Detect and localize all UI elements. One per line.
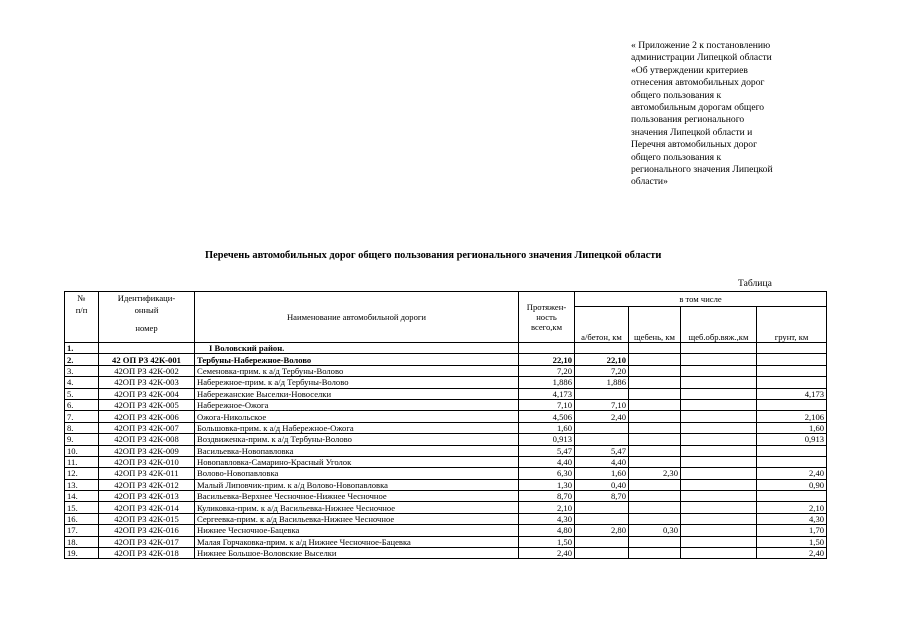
row-asphalt: 22,10 <box>575 354 629 365</box>
row-gravel <box>629 377 681 388</box>
row-asphalt <box>575 513 629 524</box>
row-identifier: 42ОП РЗ 42К-006 <box>99 411 195 422</box>
row-number: 9. <box>65 434 99 445</box>
row-gravel <box>629 422 681 433</box>
row-length: 1,30 <box>519 479 575 490</box>
row-treated-gravel <box>681 513 757 524</box>
table-row <box>65 377 827 388</box>
header-including: в том числе <box>575 292 827 307</box>
row-asphalt: 7,20 <box>575 365 629 376</box>
row-dirt <box>757 343 827 354</box>
table-row <box>65 365 827 376</box>
appendix-line: « Приложение 2 к постановлению <box>631 40 771 51</box>
row-length: 0,913 <box>519 434 575 445</box>
table-row <box>65 525 827 536</box>
table-row <box>65 388 827 399</box>
header-number <box>65 292 99 343</box>
row-dirt <box>757 456 827 467</box>
row-treated-gravel <box>681 525 757 536</box>
row-treated-gravel <box>681 354 757 365</box>
row-treated-gravel <box>681 422 757 433</box>
row-dirt <box>757 354 827 365</box>
appendix-line: регионального значения Липецкой <box>631 164 773 176</box>
appendix-line: общего пользования к <box>631 151 722 163</box>
row-dirt: 2,106 <box>757 411 827 422</box>
row-number: 11. <box>65 456 99 467</box>
row-dirt: 0,913 <box>757 434 827 445</box>
row-asphalt: 2,40 <box>575 411 629 422</box>
row-number: 12. <box>65 468 99 479</box>
row-dirt: 0,90 <box>757 479 827 490</box>
row-gravel: 2,30 <box>629 468 681 479</box>
table-row <box>65 445 827 456</box>
row-treated-gravel <box>681 445 757 456</box>
header-treated-gravel: щеб.обр.вяж.,км <box>681 307 757 343</box>
row-asphalt: 5,47 <box>575 445 629 456</box>
row-treated-gravel <box>681 456 757 467</box>
row-asphalt: 1,886 <box>575 377 629 388</box>
row-gravel <box>629 479 681 490</box>
header-length-line: ность <box>536 312 557 322</box>
table-row <box>65 548 827 559</box>
row-asphalt: 0,40 <box>575 479 629 490</box>
row-dirt: 1,60 <box>757 422 827 433</box>
row-road-name: Воздвиженка-прим. к а/д Тербуны-Волово <box>195 434 519 445</box>
row-road-name: Васильевка-Новопавловка <box>195 445 519 456</box>
row-identifier: 42ОП РЗ 42К-003 <box>99 377 195 388</box>
row-dirt <box>757 377 827 388</box>
row-gravel <box>629 456 681 467</box>
appendix-line: общего пользования к <box>631 89 722 101</box>
row-asphalt: 1,60 <box>575 468 629 479</box>
row-gravel <box>629 354 681 365</box>
appendix-note <box>631 40 831 189</box>
row-number: 7. <box>65 411 99 422</box>
row-gravel <box>629 434 681 445</box>
roads-table <box>64 291 827 559</box>
row-dirt: 2,40 <box>757 548 827 559</box>
row-identifier: 42ОП РЗ 42К-011 <box>99 468 195 479</box>
row-number: 17. <box>65 525 99 536</box>
row-road-name: Тербуны-Набережное-Волово <box>195 354 519 365</box>
row-road-name: Малый Липовчик-прим. к а/д Волово-Новопавловка <box>195 479 519 490</box>
row-identifier <box>99 343 195 354</box>
row-gravel <box>629 445 681 456</box>
appendix-line: администрации Липецкой области <box>631 52 772 64</box>
row-asphalt <box>575 536 629 547</box>
row-length: 4,173 <box>519 388 575 399</box>
row-road-name: Сергеевка-прим. к а/д Васильевка-Нижнее Чесночное <box>195 513 519 524</box>
row-treated-gravel <box>681 502 757 513</box>
row-length: 4,30 <box>519 513 575 524</box>
row-road-name: Набережное-прим. к а/д Тербуны-Волово <box>195 377 519 388</box>
row-length: 7,10 <box>519 399 575 410</box>
row-dirt: 4,173 <box>757 388 827 399</box>
row-number: 18. <box>65 536 99 547</box>
table-row <box>65 536 827 547</box>
row-road-name: Большовка-прим. к а/д Набережное-Ожога <box>195 422 519 433</box>
row-road-name: Нижнее Чесночное-Бацевка <box>195 525 519 536</box>
row-identifier: 42ОП РЗ 42К-018 <box>99 548 195 559</box>
table-label: Таблица <box>738 278 772 289</box>
row-dirt: 2,10 <box>757 502 827 513</box>
row-road-name: Набережанские Выселки-Новоселки <box>195 388 519 399</box>
table-row <box>65 411 827 422</box>
row-treated-gravel <box>681 388 757 399</box>
appendix-line: «Об утверждении критериев <box>631 64 748 76</box>
row-road-name: Малая Горчаковка-прим. к а/д Нижнее Чесночное-Бацевка <box>195 536 519 547</box>
row-number: 1. <box>65 343 99 354</box>
row-treated-gravel <box>681 468 757 479</box>
row-treated-gravel <box>681 411 757 422</box>
row-identifier: 42ОП РЗ 42К-012 <box>99 479 195 490</box>
row-number: 14. <box>65 491 99 502</box>
row-length: 4,80 <box>519 525 575 536</box>
row-length: 2,10 <box>519 502 575 513</box>
row-treated-gravel <box>681 377 757 388</box>
row-treated-gravel <box>681 365 757 376</box>
row-dirt <box>757 445 827 456</box>
header-identifier-line: онный <box>134 305 159 315</box>
row-asphalt: 7,10 <box>575 399 629 410</box>
row-length <box>519 343 575 354</box>
row-gravel <box>629 536 681 547</box>
header-number-line: п/п <box>75 305 88 315</box>
row-identifier: 42ОП РЗ 42К-009 <box>99 445 195 456</box>
row-length: 4,40 <box>519 456 575 467</box>
row-identifier: 42ОП РЗ 42К-008 <box>99 434 195 445</box>
row-identifier: 42ОП РЗ 42К-014 <box>99 502 195 513</box>
row-number: 10. <box>65 445 99 456</box>
row-gravel <box>629 388 681 399</box>
row-asphalt <box>575 548 629 559</box>
row-gravel <box>629 411 681 422</box>
row-identifier: 42ОП РЗ 42К-017 <box>99 536 195 547</box>
row-asphalt: 2,80 <box>575 525 629 536</box>
appendix-line: значения Липецкой области и <box>631 126 753 138</box>
table-row <box>65 422 827 433</box>
header-length-line: Протяжен- <box>526 302 567 312</box>
row-gravel <box>629 513 681 524</box>
row-number: 6. <box>65 399 99 410</box>
row-road-name: Новопавловка-Самарино-Красный Уголок <box>195 456 519 467</box>
row-identifier: 42ОП РЗ 42К-005 <box>99 399 195 410</box>
row-identifier: 42ОП РЗ 42К-010 <box>99 456 195 467</box>
row-treated-gravel <box>681 536 757 547</box>
header-identifier-line: Идентификаци- <box>117 293 176 303</box>
table-row <box>65 513 827 524</box>
row-gravel <box>629 548 681 559</box>
table-row <box>65 479 827 490</box>
row-number: 8. <box>65 422 99 433</box>
header-dirt: грунт, км <box>757 307 827 343</box>
table-row <box>65 491 827 502</box>
row-gravel <box>629 343 681 354</box>
row-treated-gravel <box>681 343 757 354</box>
row-road-name: I Воловский район. <box>195 343 519 354</box>
table-row <box>65 434 827 445</box>
appendix-line: Перечня автомобильных дорог <box>631 139 758 151</box>
row-identifier: 42 ОП РЗ 42К-001 <box>99 354 195 365</box>
header-number-line: № <box>77 293 86 303</box>
row-gravel <box>629 491 681 502</box>
row-number: 2. <box>65 354 99 365</box>
row-treated-gravel <box>681 434 757 445</box>
row-length: 1,50 <box>519 536 575 547</box>
row-asphalt <box>575 388 629 399</box>
row-identifier: 42ОП РЗ 42К-015 <box>99 513 195 524</box>
row-road-name: Набережное-Ожога <box>195 399 519 410</box>
table-row <box>65 354 827 365</box>
row-number: 13. <box>65 479 99 490</box>
header-gravel: щебень, км <box>629 307 681 343</box>
row-gravel <box>629 399 681 410</box>
table-row <box>65 399 827 410</box>
appendix-line: области» <box>631 176 668 188</box>
table-row <box>65 456 827 467</box>
appendix-line: отнесения автомобильных дорог <box>631 77 765 89</box>
row-identifier: 42ОП РЗ 42К-013 <box>99 491 195 502</box>
table-row <box>65 468 827 479</box>
header-asphalt: а/бетон, км <box>575 307 629 343</box>
row-identifier: 42ОП РЗ 42К-016 <box>99 525 195 536</box>
row-road-name: Ожога-Никольское <box>195 411 519 422</box>
row-number: 4. <box>65 377 99 388</box>
row-road-name: Семеновка-прим. к а/д Тербуны-Волово <box>195 365 519 376</box>
row-length: 6,30 <box>519 468 575 479</box>
appendix-line: пользования регионального <box>631 114 745 126</box>
row-number: 5. <box>65 388 99 399</box>
row-asphalt: 4,40 <box>575 456 629 467</box>
row-length: 4,506 <box>519 411 575 422</box>
row-length: 22,10 <box>519 354 575 365</box>
row-identifier: 42ОП РЗ 42К-002 <box>99 365 195 376</box>
row-treated-gravel <box>681 399 757 410</box>
row-length: 1,886 <box>519 377 575 388</box>
row-dirt <box>757 491 827 502</box>
row-dirt <box>757 399 827 410</box>
row-asphalt: 8,70 <box>575 491 629 502</box>
row-road-name: Васильевка-Верхнее Чесночное-Нижнее Чесночное <box>195 491 519 502</box>
row-identifier: 42ОП РЗ 42К-004 <box>99 388 195 399</box>
header-identifier <box>99 292 195 343</box>
row-dirt: 1,50 <box>757 536 827 547</box>
row-identifier: 42ОП РЗ 42К-007 <box>99 422 195 433</box>
row-asphalt <box>575 502 629 513</box>
row-road-name: Волово-Новопавловка <box>195 468 519 479</box>
appendix-line: автомобильным дорогам общего <box>631 102 765 114</box>
row-asphalt <box>575 343 629 354</box>
row-gravel: 0,30 <box>629 525 681 536</box>
row-dirt <box>757 365 827 376</box>
row-length: 1,60 <box>519 422 575 433</box>
row-number: 3. <box>65 365 99 376</box>
row-dirt: 4,30 <box>757 513 827 524</box>
table-row <box>65 343 827 354</box>
row-asphalt <box>575 434 629 445</box>
document-title: Перечень автомобильных дорог общего пользования регионального значения Липецкой области <box>205 250 662 261</box>
row-number: 19. <box>65 548 99 559</box>
row-length: 2,40 <box>519 548 575 559</box>
row-treated-gravel <box>681 548 757 559</box>
row-road-name: Куликовка-прим. к а/д Васильевка-Нижнее Чесночное <box>195 502 519 513</box>
row-asphalt <box>575 422 629 433</box>
row-number: 16. <box>65 513 99 524</box>
header-identifier-line: номер <box>135 323 158 333</box>
row-length: 7,20 <box>519 365 575 376</box>
row-gravel <box>629 365 681 376</box>
row-gravel <box>629 502 681 513</box>
row-length: 8,70 <box>519 491 575 502</box>
row-treated-gravel <box>681 491 757 502</box>
header-road-name: Наименование автомобильной дороги <box>195 292 519 343</box>
row-road-name: Нижнее Большое-Воловские Выселки <box>195 548 519 559</box>
row-treated-gravel <box>681 479 757 490</box>
row-length: 5,47 <box>519 445 575 456</box>
table-row <box>65 502 827 513</box>
row-number: 15. <box>65 502 99 513</box>
header-length-line: всего,км <box>530 322 563 332</box>
row-dirt: 1,70 <box>757 525 827 536</box>
row-dirt: 2,40 <box>757 468 827 479</box>
header-length <box>519 292 575 343</box>
